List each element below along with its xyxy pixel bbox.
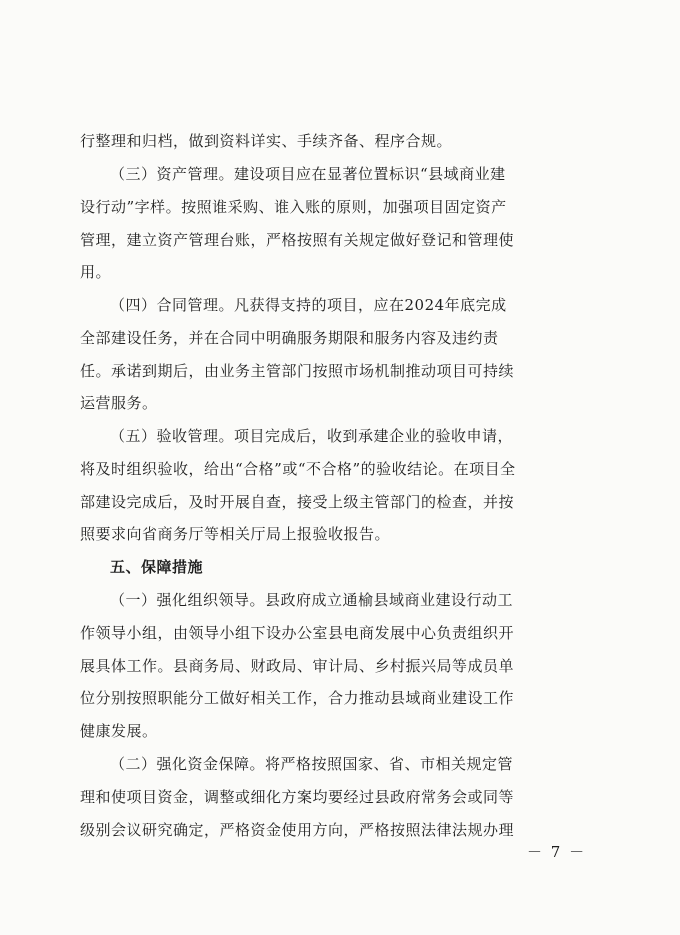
body-text-line: 将及时组织验收，给出“合格”或“不合格”的验收结论。在项目全 [80,460,516,478]
body-text-line: 行整理和归档，做到资料详实、手续齐备、程序合规。 [80,132,453,150]
body-text-line: 级别会议研究确定，严格资金使用方向，严格按照法律法规办理 [80,821,515,839]
body-text-line: 作领导小组，由领导小组下设办公室县电商发展中心负责组织开 [80,624,515,642]
body-text-line: （五）验收管理。项目完成后，收到承建企业的验收申请， [110,427,514,445]
body-text-line: 展具体工作。县商务局、财政局、审计局、乡村振兴局等成员单 [80,657,515,675]
body-text-line: 照要求向省商务厅等相关厅局上报验收报告。 [80,525,391,543]
page-number: － 7 － [527,843,587,861]
body-text-line: 设行动”字样。按照谁采购、谁入账的原则，加强项目固定资产 [80,198,507,216]
body-text-line: （二）强化资金保障。将严格按照国家、省、市相关规定管 [110,755,514,773]
body-text-line: 理和使项目资金，调整或细化方案均要经过县政府常务会或同等 [80,788,515,806]
body-text-line: （三）资产管理。建设项目应在显著位置标识“县域商业建 [110,165,506,183]
body-text-line: 位分别按照职能分工做好相关工作，合力推动县域商业建设工作 [80,689,515,707]
body-text-line: （四）合同管理。凡获得支持的项目，应在2024年底完成 [110,296,507,314]
section-heading: 五、保障措施 [110,558,204,576]
body-text-line: 部建设完成后，及时开展自查，接受上级主管部门的检查，并按 [80,493,515,511]
body-text-line: （一）强化组织领导。县政府成立通榆县域商业建设行动工 [110,591,514,609]
body-text-line: 管理，建立资产管理台账，严格按照有关规定做好登记和管理使 [80,231,515,249]
body-text-line: 运营服务。 [80,394,158,412]
body-text-line: 全部建设任务，并在合同中明确服务期限和服务内容及违约责 [80,329,499,347]
body-text-line: 任。承诺到期后，由业务主管部门按照市场机制推动项目可持续 [80,362,515,380]
body-text-line: 健康发展。 [80,722,158,740]
body-text-line: 用。 [80,263,112,281]
